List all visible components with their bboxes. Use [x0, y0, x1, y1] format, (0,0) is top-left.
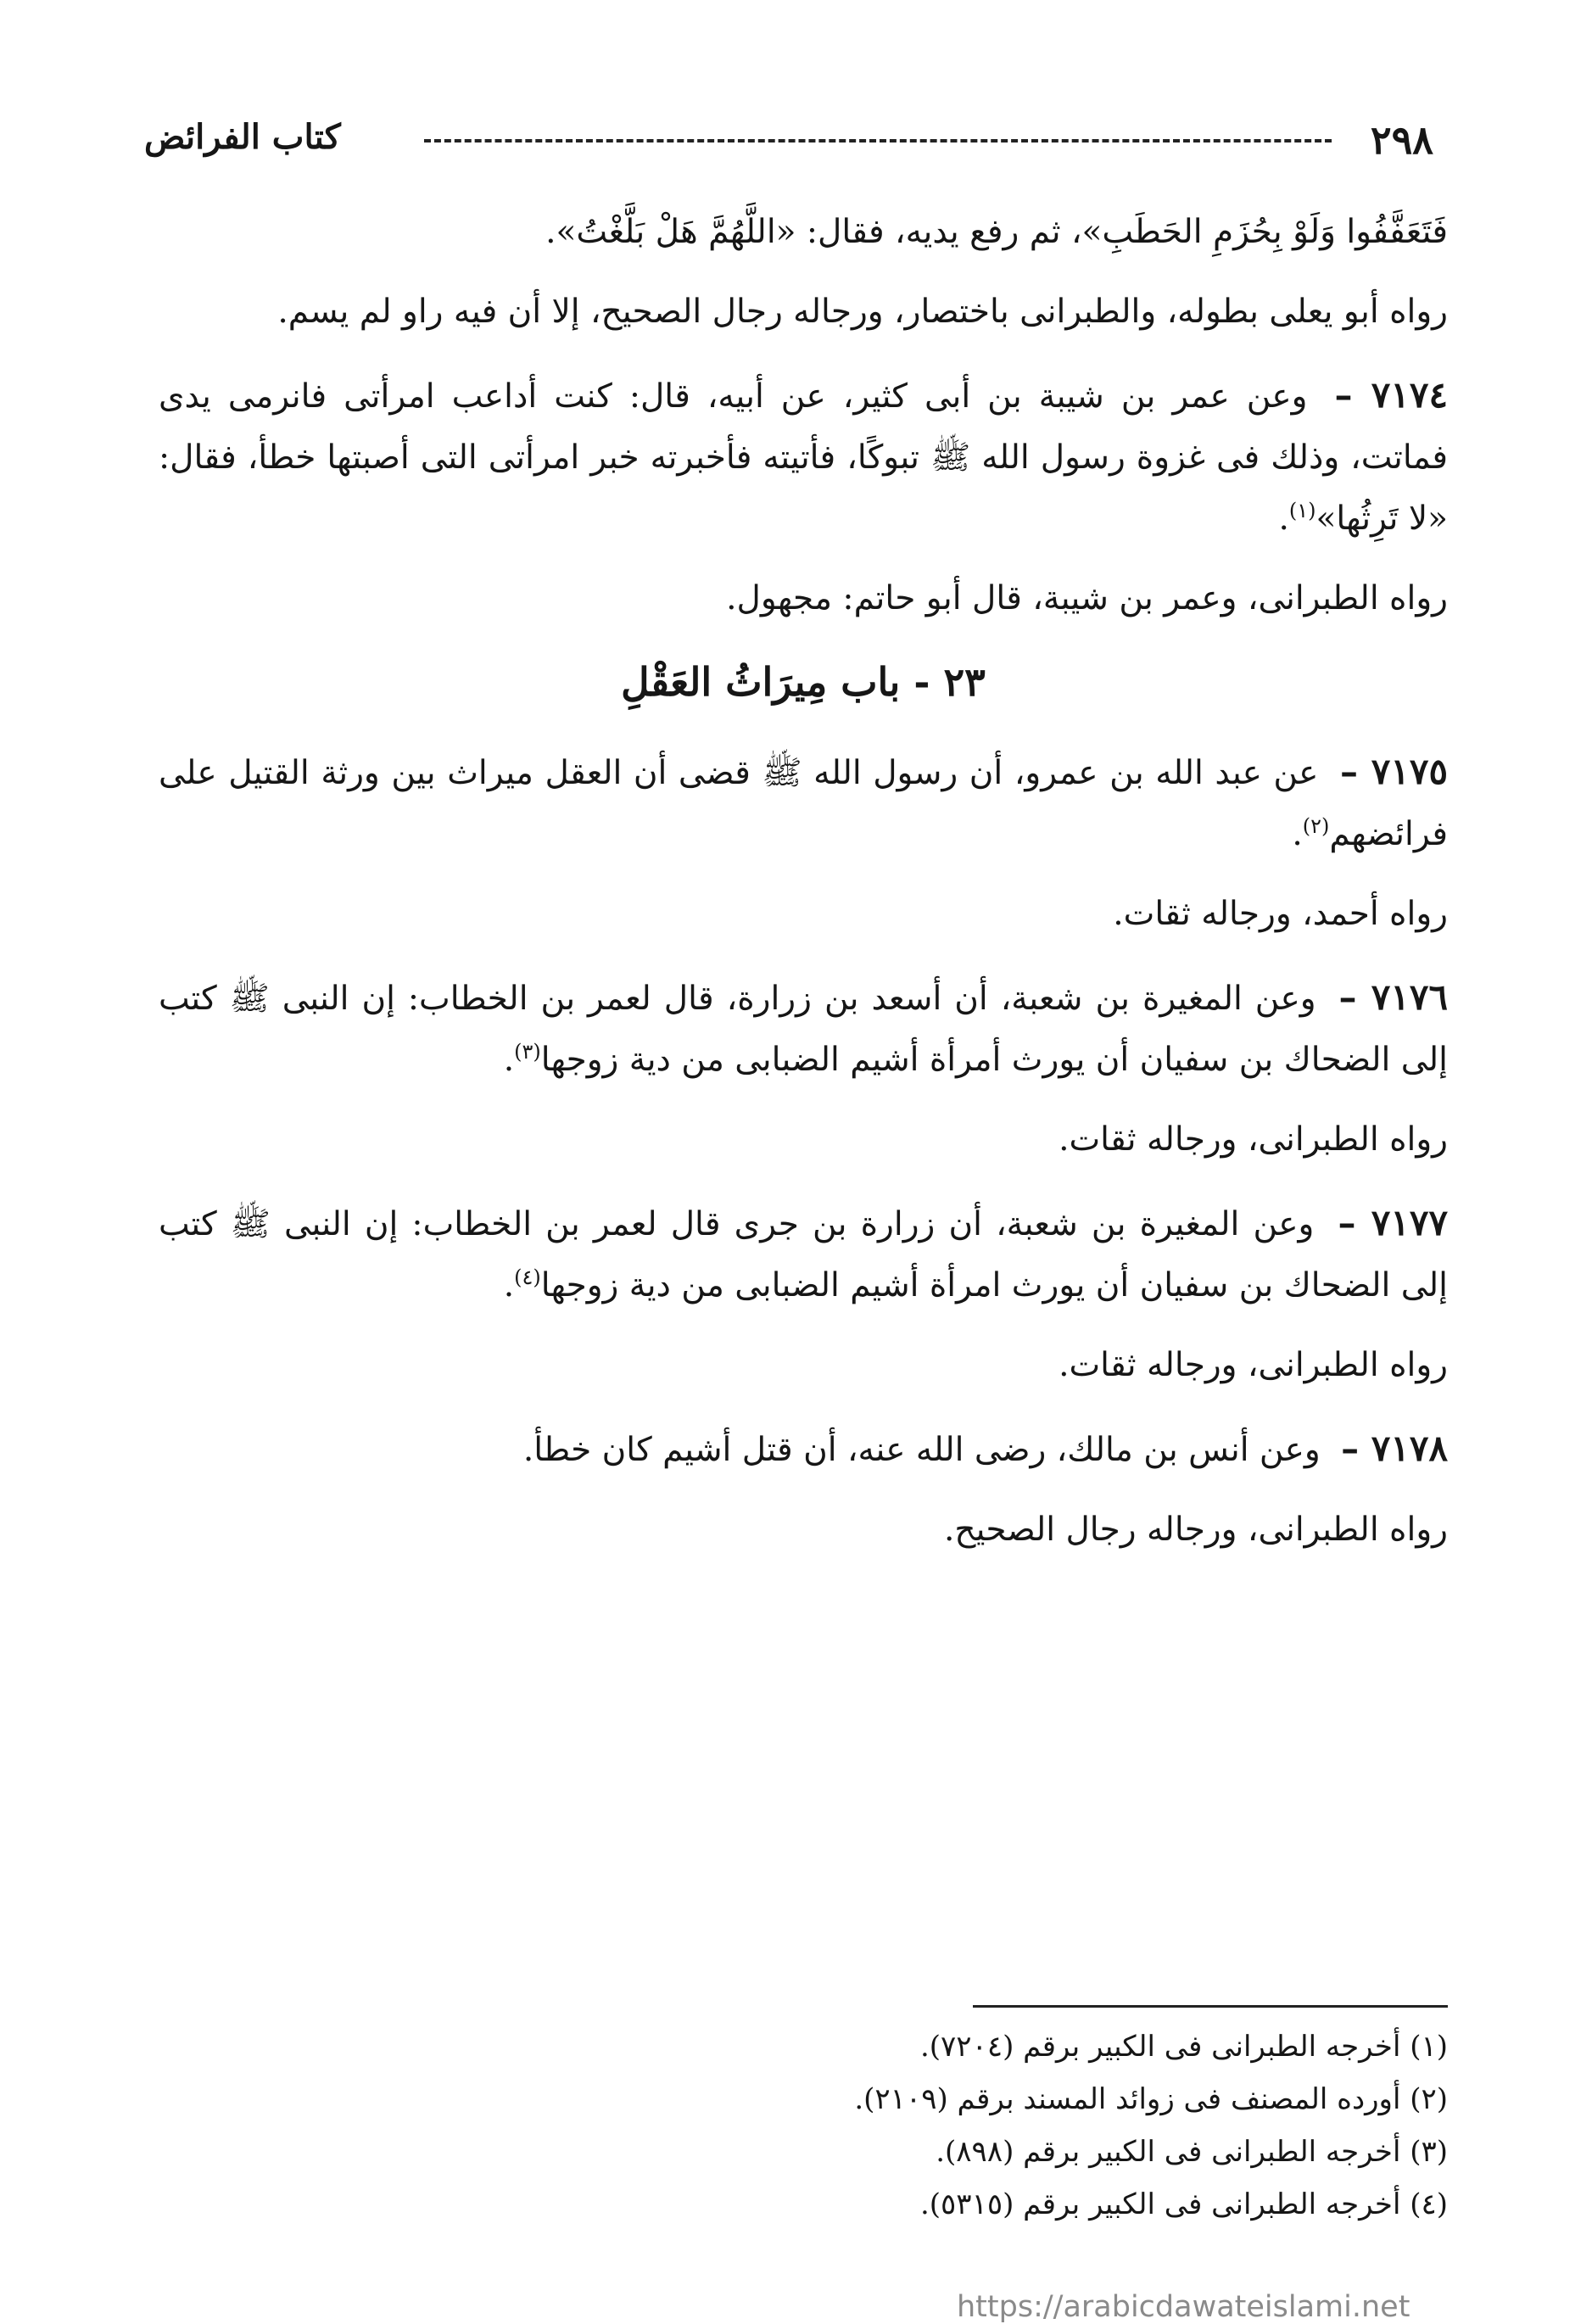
- hadith-end: .: [503, 1041, 515, 1079]
- footnote-ref: (٢): [1302, 814, 1330, 838]
- hadith-7178-narration: رواه الطبرانى، ورجاله رجال الصحيح.: [944, 1511, 1448, 1549]
- hadith-text: وعن المغيرة بن شعبة، أن زرارة بن جرى قال لعمر بن الخطاب: إن النبى ﷺ كتب إلى الضحاك بن سفيان أن يورث امرأة أشيم الضبابى من دية زوجها: [159, 1205, 1448, 1304]
- page-number: ٢٩٨: [1370, 117, 1433, 163]
- hadith-text: وعن المغيرة بن شعبة، أن أسعد بن زرارة، قال لعمر بن الخطاب: إن النبى ﷺ كتب إلى الضحاك بن سفيان أن يورث أمرأة أشيم الضبابى من دية زوجها: [159, 980, 1448, 1079]
- paragraph-hadith-ending: فَتَعَفَّفُوا وَلَوْ بِحُزَمِ الحَطَبِ»، ثم رفع يديه، فقال: «اللَّهُمَّ هَلْ بَلَّغْتُ».: [545, 213, 1448, 251]
- hadith-number: ٧١٧٤ –: [1334, 374, 1448, 416]
- running-header: [144, 117, 1433, 168]
- hadith-7175-narration: رواه أحمد، ورجاله ثقات.: [1113, 895, 1448, 933]
- footnote-4: (٤) أخرجه الطبرانى فى الكبير برقم (٥٣١٥).: [919, 2187, 1448, 2221]
- hadith-7176-narration: رواه الطبرانى، ورجاله ثقات.: [1059, 1120, 1448, 1159]
- footnote-1: (١) أخرجه الطبرانى فى الكبير برقم (٧٢٠٤).: [919, 2030, 1448, 2064]
- hadith-number: ٧١٧٨ –: [1341, 1427, 1448, 1469]
- hadith-7177: [159, 1193, 1448, 1316]
- paragraph-narration: رواه أبو يعلى بطوله، والطبرانى باختصار، ورجاله رجال الصحيح، إلا أن فيه راو لم يسم.: [277, 293, 1448, 331]
- main-text: [159, 202, 1448, 1583]
- hadith-7175: [159, 741, 1448, 865]
- hadith-text: عن عبد الله بن عمرو، أن رسول الله ﷺ قضى أن العقل ميراث بين ورثة القتيل على فرائضهم: [159, 754, 1448, 853]
- hadith-text: وعن أنس بن مالك، رضى الله عنه، أن قتل أشيم كان خطأ.: [522, 1431, 1321, 1469]
- footnote-ref: (٤): [514, 1265, 541, 1289]
- watermark-url: https://arabicdawateislami.net: [957, 2290, 1410, 2324]
- footnote-2: (٢) أورده المصنف فى زوائد المسند برقم (٢١٠٩).: [854, 2082, 1448, 2116]
- hadith-number: ٧١٧٧ –: [1338, 1202, 1449, 1243]
- hadith-number: ٧١٧٦ –: [1338, 976, 1448, 1018]
- hadith-7177-narration: رواه الطبرانى، ورجاله ثقات.: [1059, 1346, 1448, 1384]
- chapter-title: ٢٣ - باب مِيرَاثُ العَقْلِ: [621, 659, 986, 705]
- hadith-text: وعن عمر بن شيبة بن أبى كثير، عن أبيه، قال: كنت أداعب امرأتى فانرمى يدى فماتت، وذلك فى غزوة رسول الله ﷺ تبوكًا، فأتيته فأخبرته خبر امرأتى التى أصبتها خطأ، فقال: «لا تَرِثُها»: [159, 377, 1448, 538]
- hadith-end: .: [503, 1266, 515, 1304]
- hadith-7174-narration: رواه الطبرانى، وعمر بن شيبة، قال أبو حاتم: مجهول.: [726, 579, 1448, 617]
- book-title: كتاب الفرائض: [144, 117, 341, 157]
- hadith-number: ٧١٧٥ –: [1339, 751, 1449, 792]
- footnote-ref: (٣): [514, 1040, 541, 1064]
- footnotes: [159, 2020, 1448, 2231]
- hadith-end: .: [1292, 815, 1303, 853]
- hadith-7176: [159, 967, 1448, 1091]
- footnote-ref: (١): [1288, 499, 1316, 522]
- footnote-separator: [973, 2005, 1448, 2008]
- header-dashed-rule: [424, 139, 1332, 142]
- hadith-end: .: [1278, 500, 1289, 538]
- hadith-7174: [159, 365, 1448, 550]
- footnote-3: (٣) أخرجه الطبرانى فى الكبير برقم (٨٩٨).: [936, 2135, 1448, 2169]
- hadith-7178: [159, 1418, 1448, 1481]
